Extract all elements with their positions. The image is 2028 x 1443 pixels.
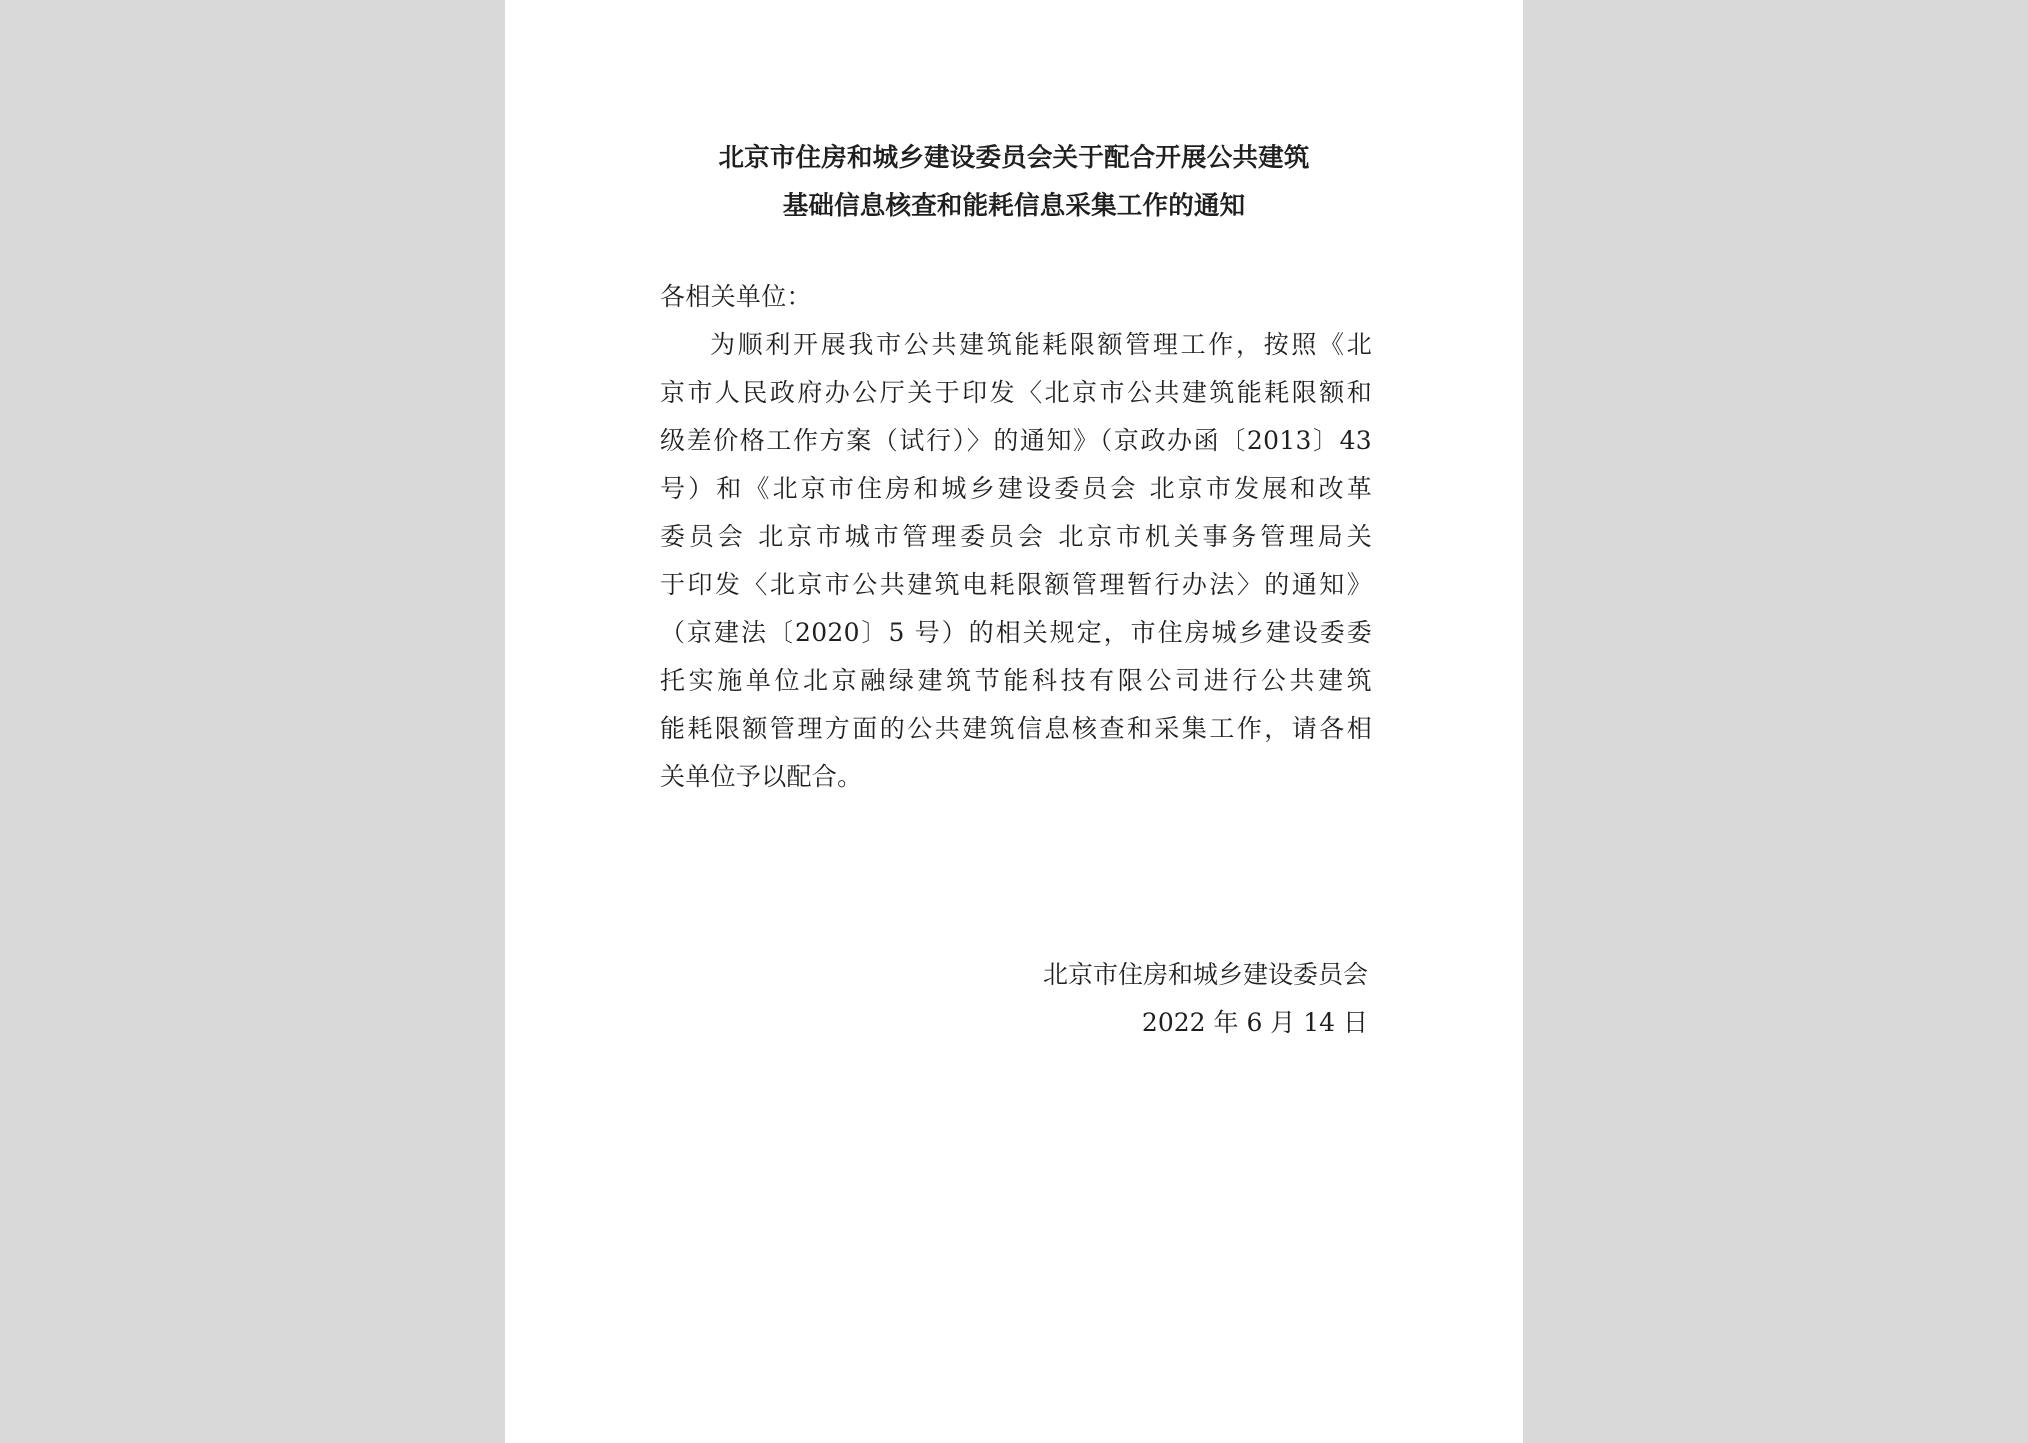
body-line: 京市人民政府办公厅关于印发〈北京市公共建筑能耗限额和 — [660, 378, 1372, 407]
body-line: 号）和《北京市住房和城乡建设委员会 北京市发展和改革 — [660, 474, 1372, 503]
body-line: （京建法〔2020〕5 号）的相关规定，市住房城乡建设委委 — [660, 618, 1372, 647]
body-line: 托实施单位北京融绿建筑节能科技有限公司进行公共建筑 — [660, 666, 1372, 695]
body-line: 于印发〈北京市公共建筑电耗限额管理暂行办法〉的通知》 — [660, 570, 1372, 599]
body-line: 关单位予以配合。 — [660, 762, 863, 791]
document-page — [505, 0, 1523, 1443]
body-line: 委员会 北京市城市管理委员会 北京市机关事务管理局关 — [660, 522, 1372, 551]
body-line: 为顺利开展我市公共建筑能耗限额管理工作，按照《北 — [710, 330, 1372, 359]
signature-organization: 北京市住房和城乡建设委员会 — [1042, 960, 1368, 989]
body-line: 级差价格工作方案（试行）〉的通知》（京政办函〔2013〕43 — [660, 426, 1372, 455]
salutation: 各相关单位： — [660, 282, 812, 311]
body-line: 能耗限额管理方面的公共建筑信息核查和采集工作，请各相 — [660, 714, 1372, 743]
document-title-line-1: 北京市住房和城乡建设委员会关于配合开展公共建筑 — [718, 143, 1310, 173]
document-title-line-2: 基础信息核查和能耗信息采集工作的通知 — [782, 191, 1246, 221]
signature-date: 2022 年 6 月 14 日 — [1141, 1008, 1368, 1037]
